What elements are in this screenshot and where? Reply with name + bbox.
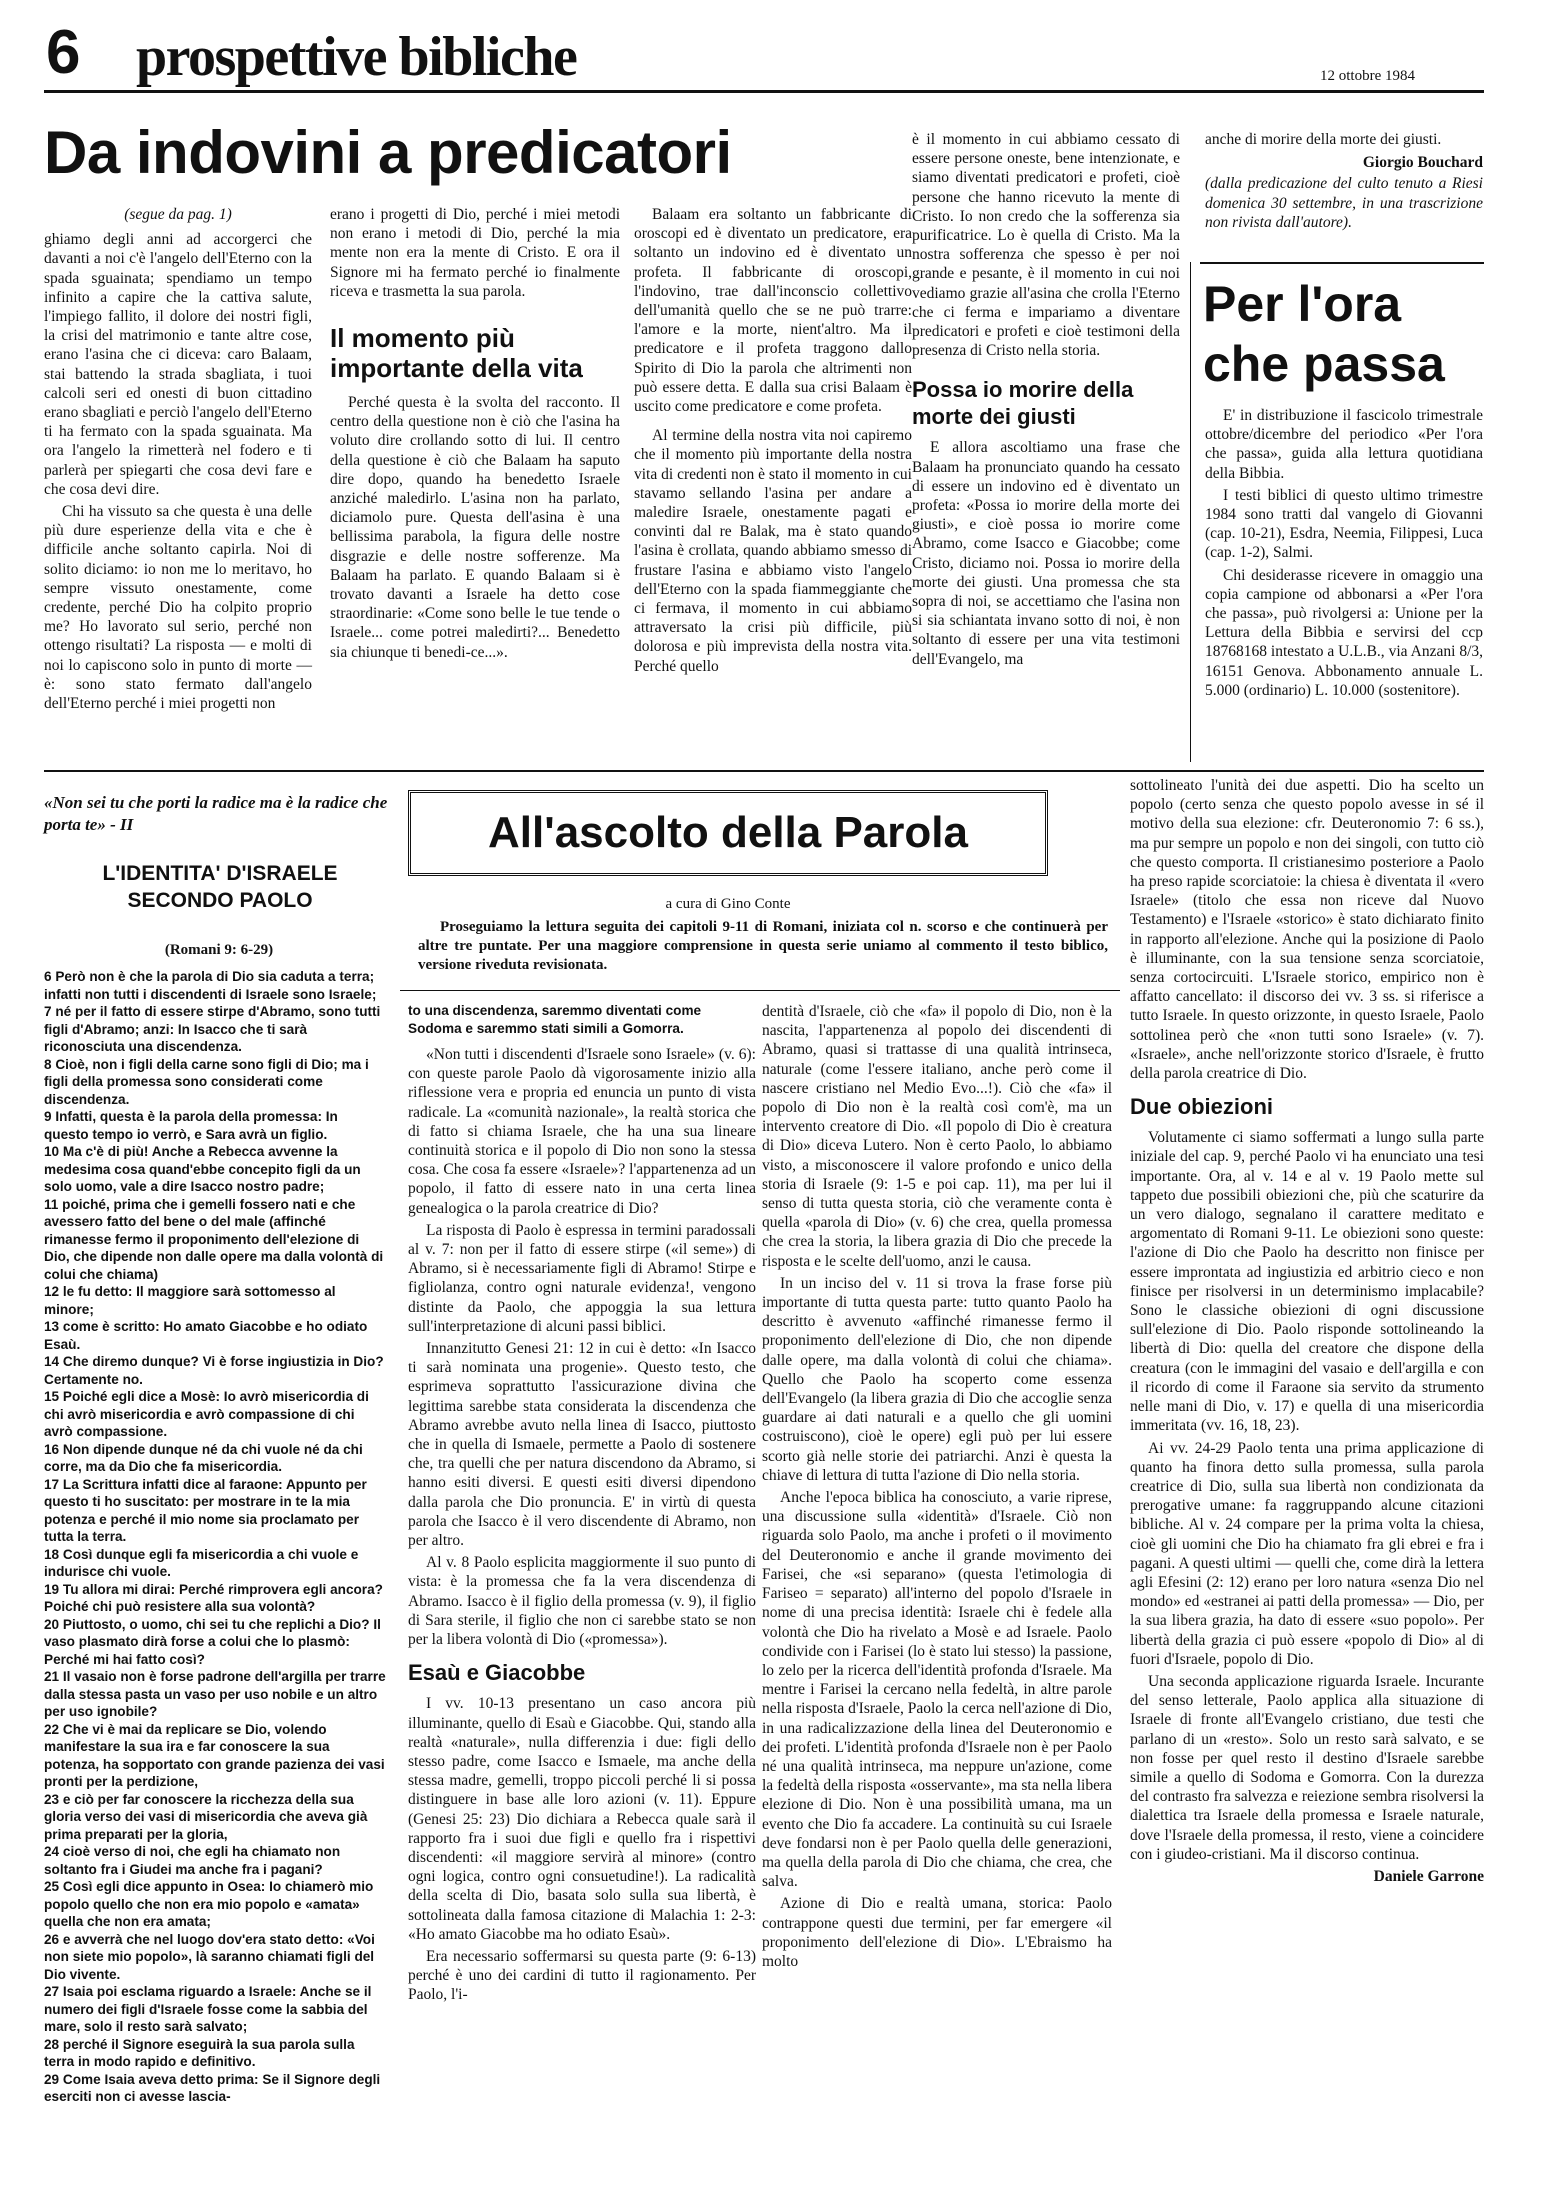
article2-column-3: [1130, 776, 1484, 1886]
lead-paragraph: Proseguiamo la lettura seguita dei capitoli 9-11 di Romani, iniziata col n. scorso e che continuerà per altre tre puntate. Per una maggiore comprensione in questa serie uniamo al commento il testo biblico, versione riveduta revisionata.: [418, 919, 1108, 973]
paragraph: Al v. 8 Paolo esplicita maggiormente il suo punto di vista: è la promessa che fa la vera discendenza di Abramo. Isacco è il figlio della promessa (v. 9), il figlio di Sara sterile, il figlio che non ci sarebbe stato se non per la libera volontà di Dio («promessa»).: [408, 1554, 756, 1649]
paragraph: Una seconda applicazione riguarda Israele. Incurante del senso letterale, Paolo applica alla situazione di Israele di fronte all'Evangelo cristiano, due testi che parlano di un «resto». Solo un resto sarà salvato, e se non fosse per quel resto il destino d'Israele sarebbe simile a quello di Sodoma e Gomorra. Con la durezza del contrasto fra salvezza e reiezione sembra risolversi la dialettica tra Israele della promessa e Israele naturale, dove l'Israele della promessa, il resto, viene a coincidere con i giudeo-cristiani. Ma il discorso continua.: [1130, 1672, 1484, 1863]
byline: a cura di Gino Conte: [665, 896, 791, 912]
article-column-1: [44, 205, 312, 716]
header-rule: [44, 90, 1484, 93]
paragraph: Chi desiderasse ricevere in omaggio una copia campione od abbonarsi a «Per l'ora che passa», può rivolgersi a: Unione per la Lettura della Bibbia e servirsi del ccp 18768168 intestato a U.L.B., via Anzani 8/3, 16151 Genova. Abbonamento annuale L. 5.000 (ordinario) L. 10.000 (sostenitore).: [1205, 566, 1483, 699]
subheading: Esaù e Giacobbe: [408, 1660, 586, 1686]
page-number: 6: [46, 18, 81, 87]
bible-text-continued: to una discendenza, saremmo diventati come Sodoma e saremmo stati simili a Gomorra.: [408, 1003, 702, 1036]
paragraph: dentità d'Israele, ciò che «fa» il popolo di Dio, non è la nascita, l'appartenenza al popolo dei discendenti di Abramo, quasi si trattasse di una qualità intrinseca, naturale (come l'essere italiano, anche però come il nascere cristiano nel Medio Evo...!). Ciò che «fa» il popolo di Dio non è la realtà così com'è, ma un intervento creatore di Dio. «Il popolo di Dio è creatura di Dio» diceva Lutero. Non è certo Paolo, lo abbiamo visto, a misconoscere il valore profondo e unico della storia di Israele (9: 1-5 e poi cap. 11), ma per lui il senso di tutta questa storia, ciò che veramente conta è quella «parola di Dio» (v. 6) che crea, quella promessa che crea la storia, la libera grazia di Dio che precede la risposta e le scelte dell'uomo, anzi le causa.: [762, 1003, 1112, 1270]
bible-verse: 15 Poiché egli dice a Mosè: Io avrò misericordia di chi avrò misericordia e avrò compassione di chi avrò compassione.: [44, 1389, 369, 1439]
article-column-2: [330, 205, 620, 665]
paragraph: Chi ha vissuto sa che questa è una delle più dure esperienze della vita e che è difficile anche soltanto capirla. Noi di solito diciamo: io non me lo meritavo, ho sempre vissuto onestamente, come credente, perché Dio ha colpito proprio me? Ho lavorato sul serio, perché non ottengo risultati? La risposta — e molti di noi lo capiscono solo in punto di morte — è: sono stato fermato dall'angelo dell'Eterno perché i miei progetti non: [44, 503, 312, 713]
bible-verse: 24 cioè verso di noi, che egli ha chiamato non soltanto fra i Giudei ma anche fra i pagani?: [44, 1844, 341, 1877]
paragraph: La risposta di Paolo è espressa in termini paradossali al v. 7: non per il fatto di essere stirpe («il seme») di Abramo, si è necessariamente figli di Abramo! Stirpe e figliolanza, contro ogni naturale evidenza!, vengono distinte da Paolo, che appoggia la sua lettura sull'interpretazione di alcuni passi biblici.: [408, 1221, 756, 1335]
paragraph: Perché questa è la svolta del racconto. Il centro della questione non è ciò che l'asina ha voluto dire crollando sotto di lui. Il centro della questione è ciò che Balaam ha saputo dire dopo, quando ha benedetto Israele anziché maledirlo. L'asina non ha parlato, diciamolo pure. Questa dell'asina è una bellissima parabola, la figura delle nostre disgrazie e delle nostre sofferenze. Ma Balaam ha parlato. E quando Balaam si è trovato davanti a Israele ha detto cose straordinarie: «Come sono belle le tue tende o Israele... come potrei maledirti?... Benedetto sia chiunque ti benedi-ce...».: [330, 394, 620, 661]
paragraph: Era necessario soffermarsi su questa parte (9: 6-13) perché è uno dei cardini di tutto il ragionamento. Per Paolo, l'i-: [408, 1947, 756, 2004]
bible-verse: 10 Ma c'è di più! Anche a Rebecca avvenne la medesima cosa quand'ebbe concepito figli da un solo uomo, vale a dire Isacco nostro padre;: [44, 1144, 361, 1194]
bible-verse: 21 Il vasaio non è forse padrone dell'argilla per trarre dalla stessa pasta un vaso per uso nobile e un altro per uso ignobile?: [44, 1669, 386, 1719]
bible-reference: (Romani 9: 6-29): [164, 942, 274, 958]
paragraph: ghiamo degli anni ad accorgerci che davanti a noi c'è l'angelo dell'Eterno con la spada sguainata; spendiamo un tempo infinito a capire che la cattiva salute, l'impiego fallito, il dolore dei nostri figli, la crisi del matrimonio e tante altre cose, erano l'asina che ci diceva: caro Balaam, stai battendo la strada sbagliata, i tuoi calcoli seri ed onesti di buon cittadino erano sbagliati e perciò l'angelo dell'Eterno ti ha fermato con la spada sguainata. Ma ora l'angelo la rimetterà nel fodero e ti parlerà per spiegarti che cosa devi fare e che cosa devi dire.: [44, 231, 312, 498]
author-name: Daniele Garrone: [1373, 1867, 1484, 1885]
bible-verse: 16 Non dipende dunque né da chi vuole né da chi corre, ma da Dio che fa misericordia.: [44, 1441, 363, 1474]
bible-verse: 13 come è scritto: Ho amato Giacobbe e ho odiato Esaù.: [44, 1319, 368, 1352]
bible-verse: 22 Che vi è mai da replicare se Dio, volendo manifestare la sua ira e far conoscere la sua potenza, ha sopportato con grande pazienza dei vasi pronti per la perdizione,: [44, 1721, 385, 1789]
box-rule-left: [1190, 262, 1191, 762]
bible-verse: 25 Così egli dice appunto in Osea: Io chiamerò mio popolo quello che non era mio popolo e «amata» quella che non era amata;: [44, 1879, 374, 1929]
bible-verse: 18 Così dunque egli fa misericordia a chi vuole e indurisce chi vuole.: [44, 1546, 359, 1579]
article2-column-1: [408, 1002, 756, 2008]
bible-verse: 23 e ciò per far conoscere la ricchezza della sua gloria verso dei vasi di misericordia che aveva già prima preparati per la gloria,: [44, 1791, 368, 1842]
article-title: Da indovini a predicatori: [44, 119, 732, 186]
article-column-5: [1205, 130, 1483, 232]
box-rule-top: [1200, 262, 1484, 264]
bible-verse: 17 La Scrittura infatti dice al faraone: Appunto per questo ti ho suscitato: per mostrare in te la mia potenza e perché il mio nome sia proclamato per tutta la terra.: [44, 1476, 367, 1544]
paragraph: E' in distribuzione il fascicolo trimestrale ottobre/dicembre del periodico «Per l'ora che passa», guida alla lettura quotidiana della Bibbia.: [1205, 407, 1483, 482]
subheading: Il momento più importante della vita: [330, 323, 583, 384]
bible-verse: 8 Cioè, non i figli della carne sono figli di Dio; ma i figli della promessa sono considerati come discendenza.: [44, 1056, 369, 1107]
issue-date: 12 ottobre 1984: [1320, 68, 1415, 84]
article2-column-2: [762, 1002, 1112, 1974]
paragraph: sottolineato l'unità dei due aspetti. Dio ha scelto un popolo (certo senza che questo popolo avesse in sé il motivo della sua elezione: cfr. Deuteronomio 7: 6 ss.), ma pur sempre un popolo e non dei singoli, con tutto ciò che questo comporta. Il cristianesimo posteriore a Paolo ha preso rapide scorciatoie: la chiesa è diventata il «vero Israele» (titolo che essa non riceve dal Nuovo Testamento) e l'Israele «storico» è stato dichiarato finito in rapporto all'elezione. Anche qui la posizione di Paolo è illuminante, con la sua tensione senza scorciatoie, senza cortocircuiti. L'Israele storico, empirico non è affatto cancellato: il discorso dei vv. 3 ss. si riferisce a tutto Israele. In questo orizzonte, in questo Israele, Paolo sottolinea però che «non tutti sono Israele» (v. 7). «Israele», anche nell'orizzonte storico d'Israele, è frutto della parola creatrice di Dio.: [1130, 777, 1484, 1083]
box-title: Per l'ora che passa: [1203, 276, 1445, 392]
paragraph: E allora ascoltiamo una frase che Balaam ha pronunciato quando ha cessato di essere un indovino ed è diventato un profeta: «Possa io morire della morte dei giusti», e cioè possa io morire come Abramo, come Isacco e Giacobbe; come Cristo, diciamo noi. Possa io morire della morte dei giusti. Una promessa che sta sopra di noi, se accettiamo che l'asina non si sia schiantata invano sotto di noi, è non soltanto di essere per una vita testimoni dell'Evangelo, ma: [912, 439, 1180, 668]
bible-verse: 14 Che diremo dunque? Vi è forse ingiustizia in Dio? Certamente no.: [44, 1354, 384, 1387]
lead-rule: [400, 990, 1120, 991]
bible-verse: 12 le fu detto: Il maggiore sarà sottomesso al minore;: [44, 1284, 336, 1317]
subheading: Possa io morire della morte dei giusti: [912, 377, 1134, 430]
bible-verse: 29 Come Isaia aveva detto prima: Se il Signore degli eserciti non ci avesse lascia-: [44, 2071, 381, 2104]
article2-subtitle: L'IDENTITA' D'ISRAELE SECONDO PAOLO: [102, 862, 338, 912]
paragraph: Innanzitutto Genesi 21: 12 in cui è detto: «In Isacco ti sarà nominata una progenie». Questo testo, che esprimeva soprattutto l'assicurazione divina che legittima sarebbe stata considerata la discendenza che Abramo avrebbe avuto nella linea di Isacco, piuttosto che in quella di Ismaele, permette a Paolo di sostenere che, tra quelli che per natura discendono da Abramo, si hanno esiti diversi. E questi esiti diversi dipendono dalla parola che Dio pronuncia. E' in virtù di questa parola che Isacco è il vero discendente di Abramo, non per altro.: [408, 1340, 756, 1550]
paragraph: è il momento in cui abbiamo cessato di essere persone oneste, bene intenzionate, e siamo diventati predicatori e profeti, cioè persone che hanno ricevuto la mente di Cristo. Io non credo che la sofferenza sia purificatrice. Lo è quella di Cristo. Ma la nostra sofferenza che spesso è per noi grande e pesante, è il momento in cui noi vediamo grazie all'asina che crolla l'Eterno che ci ferma e impariamo a diventare predicatori e profeti e cioè testimoni della presenza di Cristo nella storia.: [912, 131, 1180, 360]
bible-verse: 11 poiché, prima che i gemelli fossero nati e che avessero fatto del bene o del male (affinché rimanesse fermo il proponimento dell'elezione di Dio, che dipende non dalle opere ma dalla volontà di colui che chiama): [44, 1196, 384, 1282]
paragraph: Azione di Dio e realtà umana, storica: Paolo contrappone questi due termini, per far emergere «il proponimento dell'elezione di Dio». L'Ebraismo ha molto: [762, 1895, 1112, 1970]
bible-verse: 7 né per il fatto di essere stirpe d'Abramo, sono tutti figli d'Abramo; anzi: In Isacco che ti sarà riconosciuta una discendenza.: [44, 1004, 381, 1054]
paragraph: Volutamente ci siamo soffermati a lungo sulla parte iniziale del cap. 9, perché Paolo vi ha enunciato una tesi importante. Ora, al v. 14 e al v. 19 Paolo mette sul tappeto due possibili obiezioni che, più che scaturire da un vero dialogo, segnalano il carattere meditato e argomentato di Romani 9-11. Le obiezioni sono queste: l'azione di Dio che Paolo ha descritto non finisce per essere improntata ad ingiustizia ed arbitrio cieco e non finisce per risolversi in un determinismo implacabile? Sono le classiche obiezioni di ogni discussione sull'elezione di Dio. Paolo risponde sottolineando la libertà di Dio: quella del creatore che dispone della creatura (con le immagini del vasaio e dell'argilla e con il ricordo di come il Faraone sia servito da strumento nelle mani di Dio, v. 17) e quella di una misericordia immeritata (vv. 16, 18, 23).: [1130, 1129, 1484, 1435]
bible-verse: 6 Però non è che la parola di Dio sia caduta a terra; infatti non tutti i discendenti di Israele sono Israele;: [44, 969, 377, 1002]
article-column-4: [912, 130, 1180, 672]
section-rule: [44, 770, 1484, 772]
article2-title-box: [408, 790, 1048, 876]
box-body: [1205, 406, 1483, 703]
paragraph: I testi biblici di questo ultimo trimestre 1984 sono tratti dal vangelo di Giovanni (cap. 10-21), Esdra, Neemia, Filippesi, Luca (cap. 1-2), Salmi.: [1205, 486, 1483, 562]
continued-note: (segue da pag. 1): [124, 206, 232, 223]
paragraph: erano i progetti di Dio, perché i miei metodi non erano i metodi di Dio, perché la mia mente non era la mente di Cristo. E ora il Signore mi ha fermato perché io finalmente riceva e trasmetta la sua parola.: [330, 206, 620, 300]
bible-verse: 20 Piuttosto, o uomo, chi sei tu che replichi a Dio? Il vaso plasmato dirà forse a colui che lo plasmò: Perché mi hai fatto così?: [44, 1616, 381, 1667]
bible-text: [44, 968, 386, 2106]
epigraph: «Non sei tu che porti la radice ma è la radice che porta te» - II: [44, 793, 388, 834]
section-title: prospettive bibliche: [136, 26, 577, 88]
paragraph: Al termine della nostra vita noi capiremo che il momento più importante della nostra vita di credenti non è stato il momento in cui stavamo sellando l'asina per andare a maledire Israele, onestamente pagati e convinti dal re Balak, ma è stato quando l'asina è crollata, quando abbiamo smesso di frustare l'asina e abbiamo visto l'angelo dell'Eterno con la spada fiammeggiante che ci fermava, il momento in cui abbiamo attraversato la crisi più difficile, più dolorosa e più imprevista della nostra vita. Perché quello: [634, 427, 912, 675]
paragraph: I vv. 10-13 presentano un caso ancora più illuminante, quello di Esaù e Giacobbe. Qui, stando alla realtà «naturale», nulla differenzia i due: figli dello stesso padre, come Isacco e Ismaele, ma anche della stessa madre, gemelli, troppo piccoli perché li si possa distinguere in base alle loro azioni (v. 11). Eppure (Genesi 25: 23) Dio dichiara a Rebecca quale sarà il rapporto fra i suoi due figli e quello fra i rispettivi discendenti: «il maggiore servirà al minore» (contro ogni logica, contro ogni consuetudine!). La radicalità della scelta di Dio, basata solo sulla sua libertà, è sottolineata dalla famosa citazione di Malachia 1: 2-3: «Ho amato Giacobbe ma ho odiato Esaù».: [408, 1695, 756, 1943]
paragraph: Anche l'epoca biblica ha conosciuto, a varie riprese, una discussione sulla «identità» d'Israele. Ciò non riguarda solo Paolo, ma anche i profeti o il movimento del Deuteronomio e anche il grande movimento dei Farisei, che «si separano» (questa l'etimologia di Fariseo = separato) all'interno del popolo d'Israele in nome di una precisa identità: Israele chi è fedele alla volontà che Dio ha rivelato a Mosè e ad Israele. Paolo condivide con i Farisei (lo è stato lui stesso) la passione, lo zelo per la ricerca dell'identità profonda d'Israele. Ma mentre i Farisei la cercano nella fedeltà, in altre parole nella risposta d'Israele, Paolo la cerca nell'azione di Dio, in una radicalizzazione della linea del Deuteronomio e dei profeti. L'identità profonda d'Israele non è per Paolo né una qualità intrinseca, ma neppure un'azione, come la fedeltà della risposta «osservante», ma sta nella libera elezione di Dio. Non è una possibilità umana, ma un evento che Dio fa accadere. La continuità su cui Israele deve fondarsi non è per Paolo quella delle generazioni, ma quella della parola di Dio che chiama, che crea, che salva.: [762, 1489, 1112, 1891]
article2-title: All'ascolto della Parola: [488, 808, 968, 857]
author-name: Giorgio Bouchard: [1362, 154, 1483, 172]
bible-verse: 9 Infatti, questa è la parola della promessa: In questo tempo io verrò, e Sara avrà un figlio.: [44, 1109, 338, 1142]
bible-verse: 19 Tu allora mi dirai: Perché rimprovera egli ancora? Poiché chi può resistere alla sua volontà?: [44, 1581, 383, 1614]
paragraph: Balaam era soltanto un fabbricante di oroscopi ed è diventato un predicatore, era soltanto un indovino ed è diventato un profeta. Il fabbricante di oroscopi, l'indovino, trae dall'inconscio collettivo dell'umanità quello che se ne può trarre: l'amore e la morte, nient'altro. Ma il predicatore e il profeta traggono dallo Spirito di Dio la parola che altrimenti non può essere detta. E dalla sua crisi Balaam è uscito come predicatore e come profeta.: [634, 206, 912, 416]
author-note: (dalla predicazione del culto tenuto a Riesi domenica 30 settembre, in una trascrizione non rivista dall'autore).: [1205, 175, 1483, 231]
paragraph: Ai vv. 24-29 Paolo tenta una prima applicazione di quanto ha finora detto sulla promessa, sulla parola creatrice di Dio, sulla sua libertà non condizionata da prerogative umane: fa raggruppando alcune citazioni bibliche. Al v. 24 compare per la prima volta la chiesa, cioè gli uomini che Dio ha chiamato fra gli ebrei e fra i pagani. A questi ultimi — quelli che, come dirà la lettera agli Efesini (2: 12) erano per loro natura «senza Dio nel mondo» ed «estranei ai patti della promessa» — Dio, per la sua libera grazia, ha dato di essere «suo popolo». Per libertà della grazia ci può essere «popolo di Dio» al di fuori d'Israele, popolo di Dio.: [1130, 1439, 1484, 1668]
paragraph: «Non tutti i discendenti d'Israele sono Israele» (v. 6): con queste parole Paolo dà vigorosamente inizio alla riflessione vera e propria ed enuncia un punto di vista radicale. La «comunità nazionale», la realtà storica che di fatto si chiama Israele, che ha una sua lineare continuità storica e il popolo di Dio non sono la stessa cosa. Che cosa fa essere «Israele»? l'appartenenza ad un popolo, il fatto di essere nato in una certa linea genealogica o la parola creatrice di Dio?: [408, 1046, 756, 1217]
bible-verse: 26 e avverrà che nel luogo dov'era stato detto: «Voi non siete mio popolo», là saranno chiamati figli del Dio vivente.: [44, 1931, 375, 1982]
bible-verse: 27 Isaia poi esclama riguardo a Israele: Anche se il numero dei figli d'Israele fosse come la sabbia del mare, solo il resto sarà salvato;: [44, 1984, 372, 2034]
paragraph: In un inciso del v. 11 si trova la frase forse più importante di tutta questa parte: tutto quanto Paolo ha descritto è avvenuto «affinché rimanesse fermo il proponimento dell'elezione di Dio, che non dipende dalle opere, ma dalla volontà di colui che chiama». Quello che Paolo ha scoperto come essenza dell'Evangelo (la libera grazia di Dio che accoglie senza guardare ai dati naturali e a quello che gli uomini costruiscono), cioè le opere) egli può per lui essere scorto già nelle storie dei patriarchi. Anzi è questa la chiave di lettura di tutta l'azione di Dio nella storia.: [762, 1274, 1112, 1484]
article-column-3: [634, 205, 912, 679]
subheading: Due obiezioni: [1130, 1094, 1273, 1120]
paragraph: anche di morire della morte dei giusti.: [1205, 131, 1442, 148]
bible-verse: 28 perché il Signore eseguirà la sua parola sulla terra in modo rapido e definitivo.: [44, 2036, 355, 2069]
